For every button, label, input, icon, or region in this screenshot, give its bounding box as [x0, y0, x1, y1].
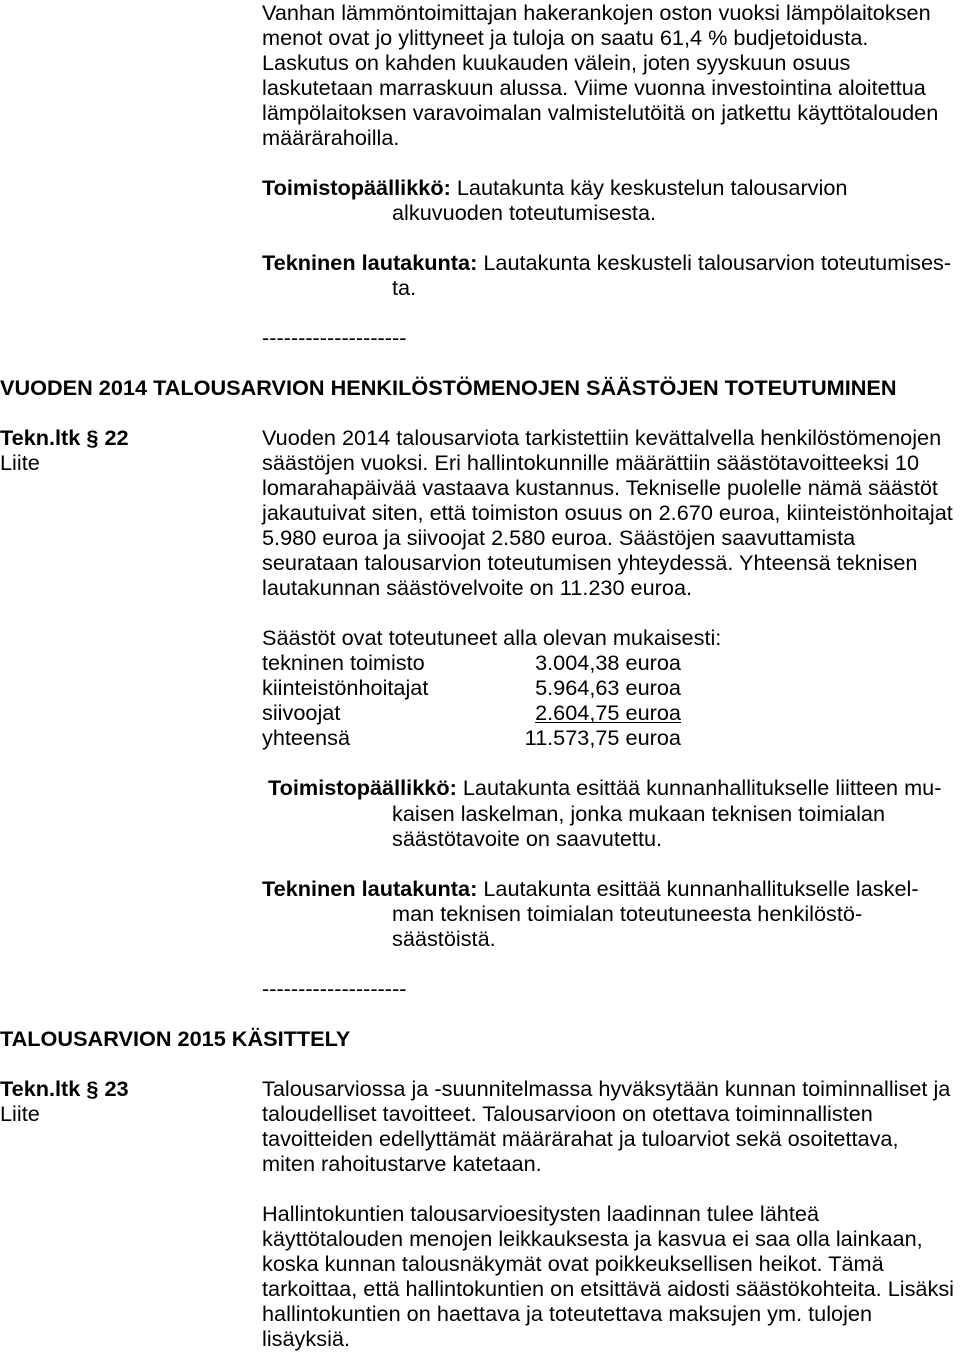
savings-amount: 2.604,75 euroa: [535, 700, 681, 726]
savings-row-wrapper: [0, 700, 960, 725]
section-heading: VUODEN 2014 TALOUSARVION HENKILÖSTÖMENOJEN SÄÄSTÖJEN TOTEUTUMINEN: [0, 374, 897, 400]
savings-item: kiinteistönhoitajat: [262, 675, 429, 701]
section-23-body: [0, 1076, 960, 1176]
paragraph-line: Laskutus on kahden kuukauden välein, joten syyskuun osuus: [262, 49, 851, 75]
section-heading: TALOUSARVION 2015 KÄSITTELY: [0, 1025, 351, 1051]
paragraph-line: [0, 1076, 960, 1101]
paragraph-line-text: taloudelliset tavoitteet. Talousarvioon on otettava toiminnallisten: [262, 1100, 873, 1126]
paragraph-line: lämpölaitoksen varavoimalan valmistelutöitä on jatkettu käyttötalouden: [262, 99, 939, 125]
savings-amount: 5.964,63 euroa: [535, 675, 681, 701]
intro-paragraph: [0, 0, 960, 150]
statement-text: Lautakunta keskusteli talousarvion toteutumises-: [483, 249, 952, 275]
attachment-label: Liite: [0, 1100, 40, 1126]
paragraph-line: tavoitteiden edellyttämät määrärahat ja tuloarviot sekä osoitettava,: [262, 1125, 899, 1151]
board-statement: [0, 250, 960, 300]
statement-first-line: [0, 775, 960, 800]
section-23-paragraph-2: [0, 1201, 960, 1351]
statement-label: Toimistopäällikkö:: [262, 174, 451, 200]
statement-continuation-line: man teknisen toimialan toteutuneesta henkilöstö-: [392, 900, 863, 926]
section-reference: Tekn.ltk § 22: [0, 425, 129, 451]
savings-item: siivoojat: [262, 700, 341, 726]
statement-continuation-line: kaisen laskelman, jonka mukaan teknisen toimialan: [392, 800, 886, 826]
savings-item: tekninen toimisto: [262, 650, 425, 676]
paragraph-line-text: Vuoden 2014 talousarviota tarkistettiin kevättalvella henkilöstömenojen: [262, 425, 942, 451]
paragraph-line: [0, 425, 960, 450]
paragraph-line: 5.980 euroa ja siivoojat 2.580 euroa. Säästöjen saavuttamista: [262, 525, 856, 551]
savings-row: [262, 675, 681, 700]
paragraph-line: [0, 1101, 960, 1126]
paragraph-line: hallintokuntien on haettava ja toteutettava maksujen ym. tulojen: [262, 1301, 873, 1327]
savings-row-wrapper: [0, 675, 960, 700]
paragraph-line: lautakunnan säästövelvoite on 11.230 euroa.: [262, 575, 693, 601]
statement-label: Tekninen lautakunta:: [262, 249, 478, 275]
statement-label: Tekninen lautakunta:: [262, 875, 478, 901]
paragraph-line: Vanhan lämmöntoimittajan hakerankojen oston vuoksi lämpölaitoksen: [262, 0, 931, 25]
attachment-label: Liite: [0, 450, 40, 476]
savings-total-row-wrapper: [0, 725, 960, 750]
statement-first-line: [0, 250, 960, 275]
paragraph-line-text: säästöjen vuoksi. Eri hallintokunnille määrättiin säästötavoitteeksi 10: [262, 450, 919, 476]
paragraph-line: lisäyksiä.: [262, 1326, 350, 1352]
office-chief-proposal: [0, 775, 960, 850]
statement-continuation-line: ta.: [392, 274, 417, 300]
paragraph-line: laskutetaan marraskuun alussa. Viime vuonna investointina aloitettua: [262, 74, 926, 100]
board-decision: [0, 876, 960, 951]
section-reference: Tekn.ltk § 23: [0, 1075, 129, 1101]
statement-continuation-line: säästötavoite on saavutettu.: [392, 825, 663, 851]
savings-row: [262, 700, 681, 725]
statement-text: Lautakunta esittää kunnanhallitukselle liitteen mu-: [462, 775, 942, 801]
statement-text: Lautakunta käy keskustelun talousarvion: [456, 174, 848, 200]
statement-label: Toimistopäällikkö:: [268, 775, 457, 801]
separator-line: --------------------: [262, 324, 407, 350]
separator-line: --------------------: [262, 975, 407, 1001]
paragraph-line: lomarahapäivää vastaava kustannus. Tekniselle puolelle nämä säästöt: [262, 475, 938, 501]
savings-row-wrapper: [0, 650, 960, 675]
savings-row: [262, 650, 681, 675]
statement-first-line: [0, 175, 960, 200]
savings-intro: Säästöt ovat toteutuneet alla olevan mukaisesti:: [262, 625, 722, 651]
savings-amount: 3.004,38 euroa: [535, 650, 681, 676]
savings-table: [0, 625, 960, 750]
section-22-body: [0, 425, 960, 600]
savings-total-label: yhteensä: [262, 725, 351, 751]
statement-first-line: [0, 876, 960, 901]
paragraph-line: määrärahoilla.: [262, 124, 400, 150]
paragraph-line: koska kunnan talousnäkymät ovat poikkeuksellisen heikot. Tämä: [262, 1251, 884, 1277]
savings-total-row: [262, 725, 681, 750]
statement-continuation-line: säästöistä.: [392, 925, 496, 951]
savings-total-amount: 11.573,75 euroa: [524, 725, 681, 751]
paragraph-line: jakautuivat siten, että toimiston osuus on 2.670 euroa, kiinteistönhoitajat: [262, 500, 953, 526]
paragraph-line: Hallintokuntien talousarvioesitysten laadinnan tulee lähteä: [262, 1201, 820, 1226]
paragraph-line: menot ovat jo ylittyneet ja tuloja on saatu 61,4 % budjetoidusta.: [262, 24, 869, 50]
paragraph-line: miten rahoitustarve katetaan.: [262, 1150, 542, 1176]
paragraph-line: seurataan talousarvion toteutumisen yhteydessä. Yhteensä teknisen: [262, 550, 918, 576]
paragraph-line-text: Talousarviossa ja -suunnitelmassa hyväksytään kunnan toiminnalliset ja: [262, 1075, 951, 1101]
statement-continuation-line: alkuvuoden toteutumisesta.: [392, 199, 657, 225]
paragraph-line: tarkoittaa, että hallintokuntien on etsittävä aidosti säästökohteita. Lisäksi: [262, 1276, 954, 1302]
paragraph-line: [0, 450, 960, 475]
paragraph-line: käyttötalouden menojen leikkauksesta ja kasvua ei saa olla lainkaan,: [262, 1226, 923, 1252]
office-chief-statement: [0, 175, 960, 225]
statement-text: Lautakunta esittää kunnanhallitukselle laskel-: [483, 875, 919, 901]
